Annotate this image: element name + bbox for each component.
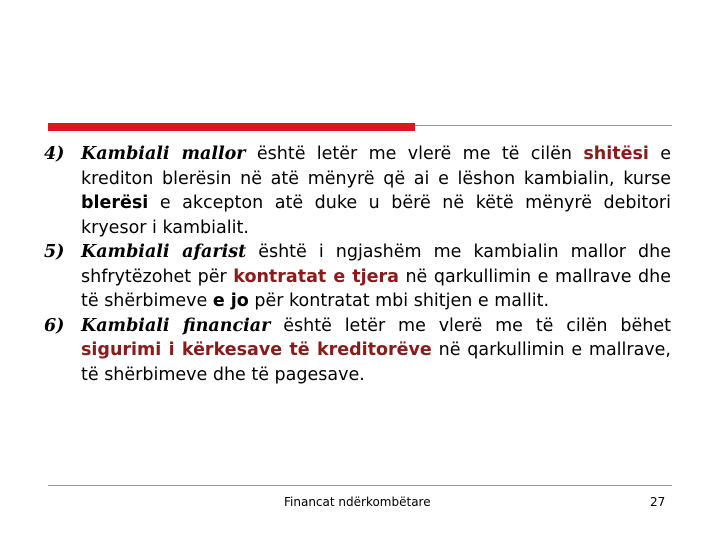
- top-accent-bar: [48, 123, 415, 131]
- item-text: e krediton blerësin në atë mënyrë që ai e lëshon kambialin, kurse: [81, 144, 671, 189]
- item-text: e akcepton atë duke u bërë në këtë mënyrë debitori kryesor i kambialit.: [81, 193, 671, 238]
- emphasis-sigurimi: sigurimi i kërkesave të kreditorëve: [81, 340, 432, 360]
- item-text: është i ngjashëm me kambialin mallor dhe shfrytëzohet për: [81, 242, 671, 287]
- emphasis-bleresi: blerësi: [81, 193, 149, 213]
- item-number: 6): [44, 315, 65, 336]
- item-text: është letër me vlerë me të cilën: [245, 144, 584, 164]
- emphasis-kontratat-e-tjera: kontratat e tjera: [233, 266, 399, 287]
- item-text: në qarkullimin e mallrave, të shërbimeve dhe të pagesave.: [81, 340, 671, 385]
- item-text: në qarkullimin e mallrave dhe të shërbimeve: [81, 266, 671, 311]
- slide-content: [44, 142, 671, 387]
- item-number: 5): [44, 242, 65, 262]
- footer-title: Financat ndërkombëtare: [284, 495, 431, 509]
- term-kambiali-financiar: Kambiali financiar: [81, 315, 271, 336]
- item-number: 4): [44, 144, 65, 164]
- term-kambiali-afarist: Kambiali afarist: [81, 242, 247, 262]
- emphasis-shitesi: shitësi: [583, 144, 649, 164]
- bottom-divider-line: [48, 485, 672, 486]
- page-number: 27: [650, 495, 666, 509]
- item-text: është letër me vlerë me të cilën bëhet: [270, 315, 671, 336]
- term-kambiali-mallor: Kambiali mallor: [81, 144, 246, 164]
- list-item-6: [44, 314, 671, 388]
- list-item-5: [44, 240, 671, 314]
- emphasis-e-jo: e jo: [212, 291, 249, 311]
- list-item-4: [44, 142, 671, 240]
- item-text: për kontratat mbi shitjen e mallit.: [248, 291, 550, 311]
